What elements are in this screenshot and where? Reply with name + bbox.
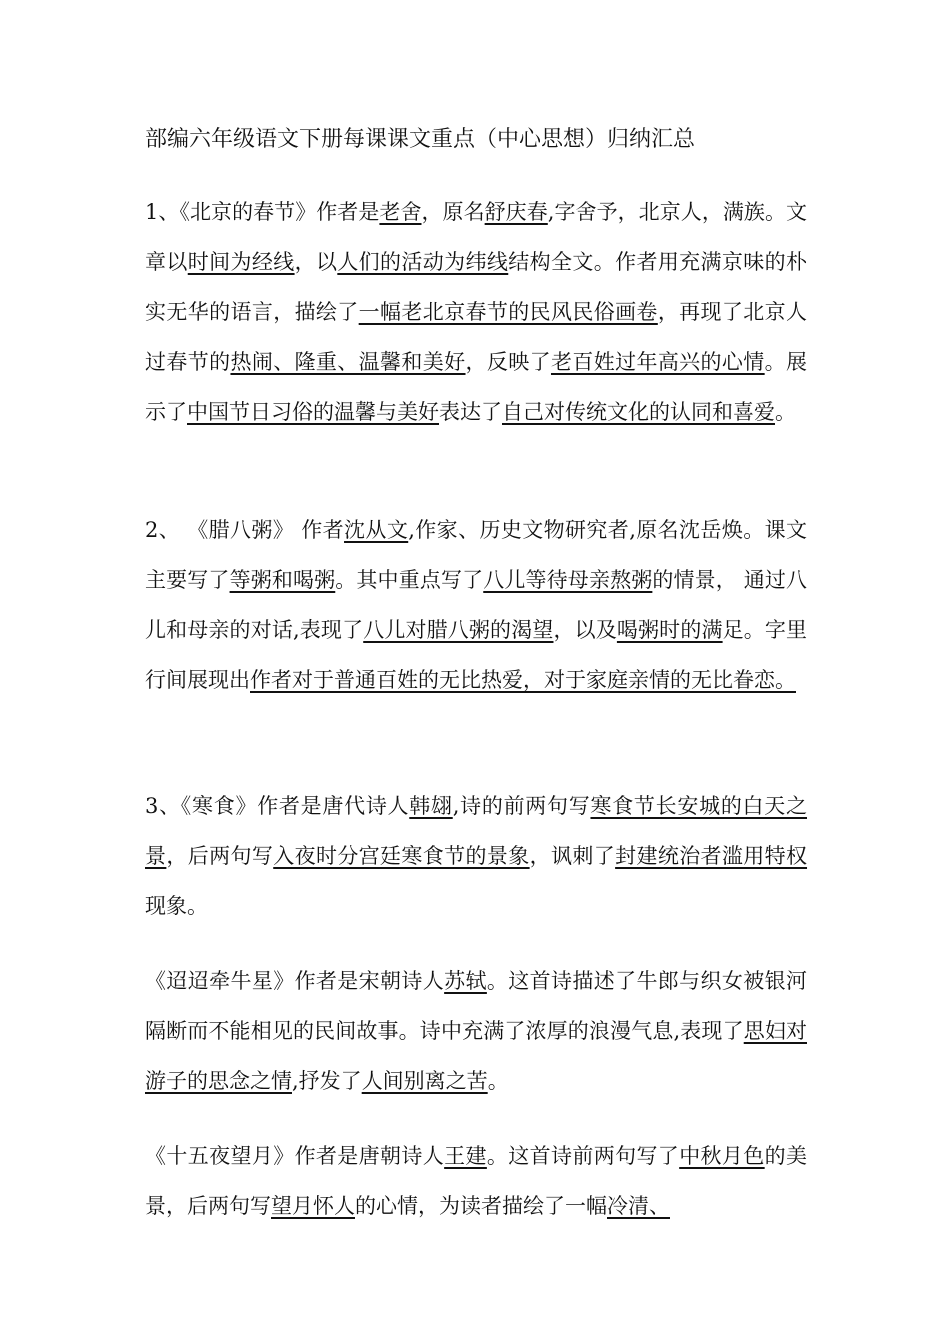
underlined-key-phrase: 自己对传统文化的认同和喜爱 [502, 400, 775, 424]
paragraph-cowherd-star-poem [145, 956, 807, 1106]
text-segment: ，再现了北京人过春节的 [145, 300, 808, 374]
underlined-key-phrase: 八儿对腊八粥的渴望 [363, 618, 554, 642]
text-segment: 。展示了 [145, 350, 808, 424]
underlined-key-phrase: 人间别离之苦 [361, 1069, 488, 1093]
text-segment: 1、《北京的春节》作者是 [145, 200, 380, 224]
underlined-key-phrase: 封建统治者滥用特权 [615, 844, 808, 868]
text-segment: ，原名 [421, 200, 485, 224]
text-segment: 足。字里行间展现出 [145, 618, 808, 692]
text-segment: 。其中重点写了 [335, 568, 484, 592]
underlined-key-phrase: 热闹、隆重、温馨和美好 [230, 350, 466, 374]
underlined-key-phrase: 舒庆春 [484, 200, 548, 224]
underlined-key-phrase: 作者对于普通百姓的无比热爱，对于家庭亲情的无比眷恋。 [250, 668, 796, 692]
text-segment: 的心情，为读者描绘了一幅 [355, 1194, 607, 1218]
text-segment: 表达了 [439, 400, 502, 424]
underlined-key-phrase: 思妇对游子的思念之情 [145, 1019, 807, 1093]
underlined-key-phrase: 入夜时分宫廷寒食节的景象 [273, 844, 530, 868]
text-segment: ,作家、历史文物研究者,原名沈岳焕。课文主要写了 [145, 518, 808, 592]
underlined-key-phrase: 喝粥时的满 [616, 618, 723, 642]
document-title: 部编六年级语文下册每课课文重点（中心思想）归纳汇总 [145, 127, 696, 152]
text-segment: ,抒发了 [292, 1069, 362, 1093]
text-segment: 。 [487, 1069, 509, 1093]
underlined-key-phrase: 韩翃 [409, 794, 453, 818]
text-segment: 的美景，后两句写 [145, 1144, 808, 1218]
paragraph-mid-autumn-moon-poem [145, 1131, 807, 1231]
text-segment: ，以及 [553, 618, 617, 642]
underlined-key-phrase: 时间为经线 [187, 250, 295, 274]
underlined-key-phrase: 一幅老北京春节的民风民俗画卷 [358, 300, 658, 324]
paragraph-cold-food-poem [145, 781, 807, 931]
text-segment: ，后两句写 [166, 844, 274, 868]
underlined-key-phrase: 老舍 [379, 200, 422, 224]
underlined-key-phrase: 等粥和喝粥 [229, 568, 336, 592]
underlined-key-phrase: 沈从文 [344, 518, 409, 542]
text-segment: 《迢迢牵牛星》作者是宋朝诗人 [145, 969, 445, 993]
text-segment: 结构全文。作者用充满京味的朴实无华的语言，描绘了 [145, 250, 808, 324]
text-segment: 的情景， 通过八儿和母亲的对话,表现了 [145, 568, 808, 642]
text-segment: 3、《寒食》作者是唐代诗人 [145, 794, 410, 818]
underlined-key-phrase: 中国节日习俗的温馨与美好 [187, 400, 439, 424]
text-segment: 。这首诗前两句写了 [486, 1144, 680, 1168]
paragraph-beijing-spring-festival [145, 187, 807, 437]
underlined-key-phrase: 人们的活动为纬线 [337, 250, 509, 274]
text-segment: ，以 [294, 250, 338, 274]
underlined-key-phrase: 中秋月色 [679, 1144, 765, 1168]
text-segment: 。这首诗描述了牛郎与织女被银河隔断而不能相见的民间故事。诗中充满了浓厚的浪漫气息,表现了 [145, 969, 808, 1043]
paragraph-laba-porridge [145, 505, 807, 705]
text-segment: 。 [775, 400, 796, 424]
text-segment: 现象。 [145, 894, 208, 918]
underlined-key-phrase: 王建 [444, 1144, 487, 1168]
underlined-key-phrase: 老百姓过年高兴的心情 [550, 350, 765, 374]
text-segment: ，讽刺了 [529, 844, 616, 868]
underlined-key-phrase: 冷清、 [607, 1194, 670, 1218]
text-segment: 《十五夜望月》作者是唐朝诗人 [145, 1144, 445, 1168]
text-segment: ,字舍予，北京人，满族。文章以 [145, 200, 807, 274]
text-segment: ，反映了 [465, 350, 551, 374]
underlined-key-phrase: 望月怀人 [271, 1194, 355, 1218]
underlined-key-phrase: 苏轼 [444, 969, 487, 993]
underlined-key-phrase: 寒食节长安城的白天之景 [145, 794, 807, 868]
text-segment: 2、 《腊八粥》 作者 [145, 518, 345, 542]
underlined-key-phrase: 八儿等待母亲熬粥 [483, 568, 653, 592]
text-segment: ,诗的前两句写 [452, 794, 591, 818]
